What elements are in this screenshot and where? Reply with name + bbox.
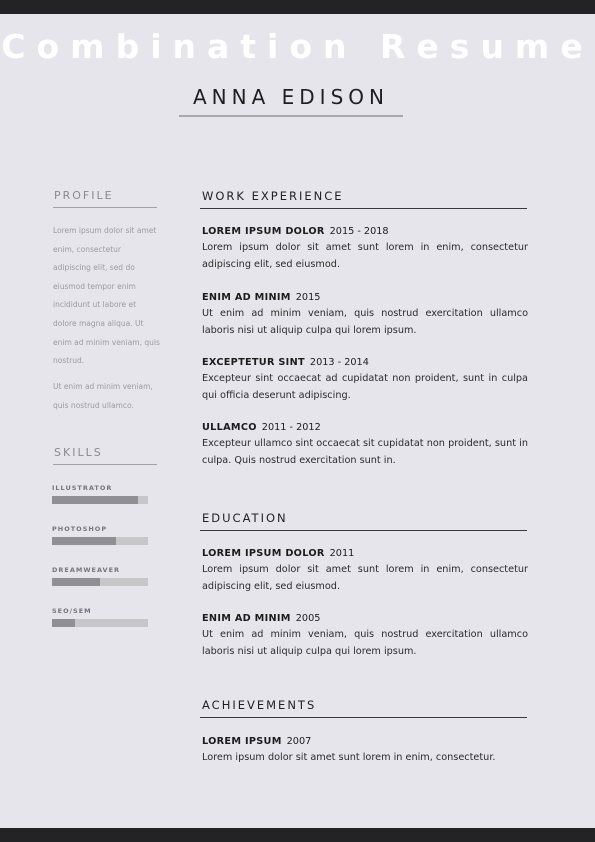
skill-bar-fill <box>52 619 75 627</box>
entry-heading <box>202 546 528 562</box>
entry-date: 2011 - 2012 <box>261 422 321 433</box>
entry-title: LOREM IPSUM <box>202 736 282 747</box>
entry-title: LOREM IPSUM DOLOR <box>202 226 325 237</box>
entry-date: 2007 <box>286 736 312 747</box>
education-entry <box>202 611 528 660</box>
skill-bar-track <box>52 496 148 504</box>
entry-title: LOREM IPSUM DOLOR <box>202 548 325 559</box>
education-heading: EDUCATION <box>202 511 288 525</box>
work-experience-rule <box>200 208 527 209</box>
entry-description: Ut enim ad minim veniam, quis nostrud exercitation ullamco laboris nisi ut aliquip culpa qui lorem ipsum. <box>202 629 528 657</box>
skill-item <box>52 525 148 545</box>
skill-item <box>52 607 148 627</box>
candidate-name: ANNA EDISON <box>193 85 389 109</box>
skill-bar-fill <box>52 496 138 504</box>
entry-date: 2015 <box>295 292 321 303</box>
entry-description: Ut enim ad minim veniam, quis nostrud exercitation ullamco laboris nisi ut aliquip culpa qui lorem ipsum. <box>202 308 528 336</box>
work-entry <box>202 290 528 339</box>
work-entry <box>202 355 528 404</box>
entry-date: 2013 - 2014 <box>309 357 369 368</box>
entry-heading <box>202 420 528 436</box>
bottom-bar <box>0 828 595 842</box>
achievements-heading: ACHIEVEMENTS <box>202 698 317 712</box>
achievement-entry <box>202 734 528 767</box>
entry-title: ULLAMCO <box>202 422 257 433</box>
skill-bar-track <box>52 537 148 545</box>
skill-bar-fill <box>52 578 100 586</box>
entry-date: 2005 <box>295 613 321 624</box>
skill-item <box>52 566 148 586</box>
skill-label: SEO/SEM <box>52 607 92 615</box>
top-bar <box>0 0 595 14</box>
skills-heading: SKILLS <box>54 446 103 459</box>
education-rule <box>200 530 527 531</box>
skill-bar-fill <box>52 537 116 545</box>
skill-label: ILLUSTRATOR <box>52 484 113 492</box>
entry-heading <box>202 290 528 306</box>
entry-heading <box>202 734 528 750</box>
profile-rule <box>53 207 157 208</box>
entry-description: Lorem ipsum dolor sit amet sunt lorem in enim, consectetur adipiscing elit, sed eiusmod. <box>202 564 528 592</box>
entry-title: EXCEPTETUR SINT <box>202 357 305 368</box>
skill-bar-track <box>52 578 148 586</box>
profile-heading: PROFILE <box>54 189 114 202</box>
skill-item <box>52 484 148 504</box>
entry-description: Lorem ipsum dolor sit amet sunt lorem in enim, consectetur. <box>202 752 496 763</box>
skill-label: PHOTOSHOP <box>52 525 108 533</box>
entry-heading <box>202 611 528 627</box>
achievements-rule <box>200 717 527 718</box>
entry-title: ENIM AD MINIM <box>202 292 291 303</box>
entry-heading <box>202 355 528 371</box>
education-entry <box>202 546 528 595</box>
work-entry <box>202 224 528 273</box>
work-experience-heading: WORK EXPERIENCE <box>202 189 344 203</box>
entry-date: 2015 - 2018 <box>329 226 389 237</box>
work-entry <box>202 420 528 469</box>
entry-description: Lorem ipsum dolor sit amet sunt lorem in enim, consectetur adipiscing elit, sed eiusmod. <box>202 242 528 270</box>
entry-heading <box>202 224 528 240</box>
profile-paragraph: Lorem ipsum dolor sit amet enim, consectetur adipiscing elit, sed do eiusmod tempor enim incididunt ut labore et dolore magna aliqua. Ut enim ad minim veniam, quis nostrud. <box>53 226 160 366</box>
profile-paragraph: Ut enim ad minim veniam, quis nostrud ullamco. <box>53 382 153 410</box>
entry-title: ENIM AD MINIM <box>202 613 291 624</box>
entry-description: Excepteur ullamco sint occaecat sit cupidatat non proident, sunt in culpa. Quis nostrud exercitation sunt in. <box>202 438 528 466</box>
skill-label: DREAMWEAVER <box>52 566 121 574</box>
entry-description: Excepteur sint occaecat ad cupidatat non proident, sunt in culpa qui officia deserunt adipiscing. <box>202 373 528 401</box>
skill-bar-track <box>52 619 148 627</box>
skills-rule <box>53 464 157 465</box>
document-title: Combination Resume <box>1 27 594 66</box>
name-underline <box>179 115 403 117</box>
entry-date: 2011 <box>329 548 355 559</box>
